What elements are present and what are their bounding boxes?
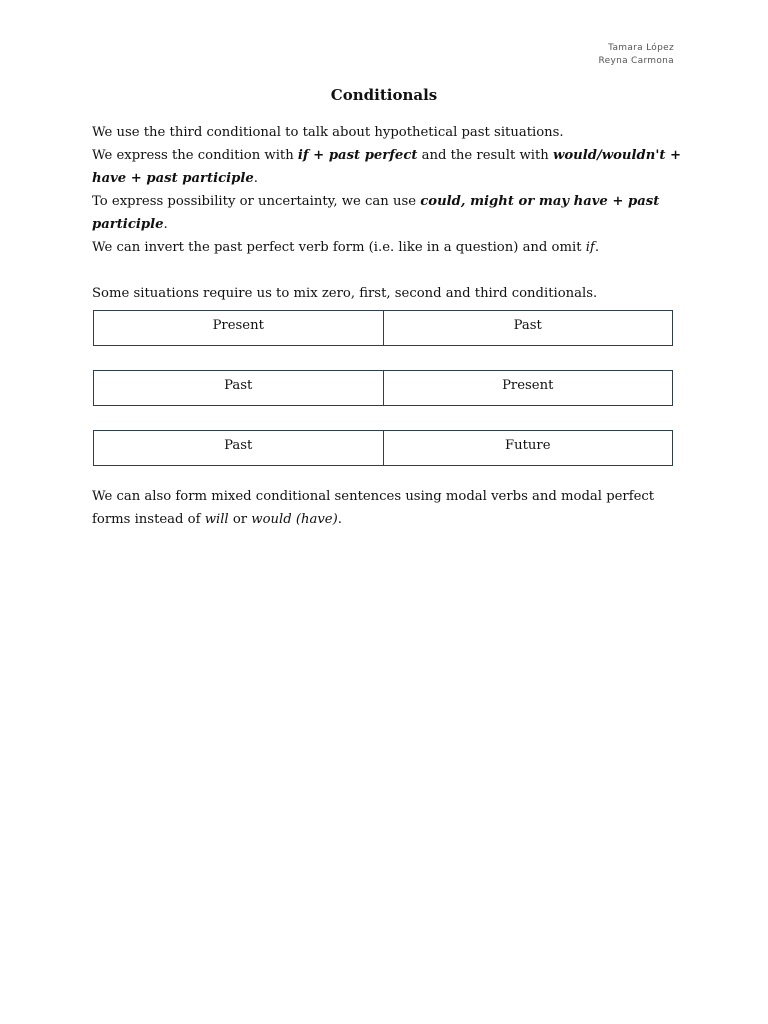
intro-paragraph xyxy=(92,190,682,236)
emphasis-text: would/wouldn't + have + past participle xyxy=(92,148,682,186)
table-cell-right: Present xyxy=(383,371,673,405)
tense-table xyxy=(93,430,673,466)
tense-table xyxy=(93,370,673,406)
text-run: . xyxy=(594,240,600,255)
text-run: We express the condition with xyxy=(92,148,298,163)
emphasis-text: if + past perfect xyxy=(297,148,418,163)
italic-text: would (have) xyxy=(251,512,338,527)
table-cell-left: Present xyxy=(212,318,264,333)
text-run: . xyxy=(337,512,342,527)
closing-paragraph xyxy=(92,485,682,531)
text-run: . xyxy=(163,217,168,232)
table-cell-right: Future xyxy=(383,431,673,465)
text-run: We can invert the past perfect verb form (i.e. like in a question) and omit xyxy=(92,240,586,255)
tense-table xyxy=(93,310,673,346)
text-run: To express possibility or uncertainty, we can use xyxy=(92,194,421,209)
table-cell-left: Past xyxy=(224,438,253,453)
page-title: Conditionals xyxy=(330,86,438,104)
text-run: We can also form mixed conditional sentences using modal verbs and modal perfect forms instead of xyxy=(92,489,655,527)
intro-section xyxy=(92,121,682,259)
table-cell-left: Past xyxy=(224,378,253,393)
italic-text: will xyxy=(204,512,229,527)
author-name: Tamara López xyxy=(608,43,674,53)
text-run: or xyxy=(228,512,252,527)
author-block xyxy=(598,42,674,68)
mixed-intro-text: Some situations require us to mix zero, first, second and third conditionals. xyxy=(92,286,598,301)
text-run: and the result with xyxy=(417,148,553,163)
intro-paragraph: We use the third conditional to talk about hypothetical past situations. xyxy=(92,125,564,140)
table-cell-right: Past xyxy=(383,311,673,345)
intro-paragraph xyxy=(92,144,682,190)
text-run: . xyxy=(253,171,258,186)
author-name: Reyna Carmona xyxy=(598,56,674,66)
italic-text: if xyxy=(585,240,595,255)
emphasis-text: could, might or may have + past participle xyxy=(92,194,660,232)
intro-paragraph xyxy=(92,236,682,259)
